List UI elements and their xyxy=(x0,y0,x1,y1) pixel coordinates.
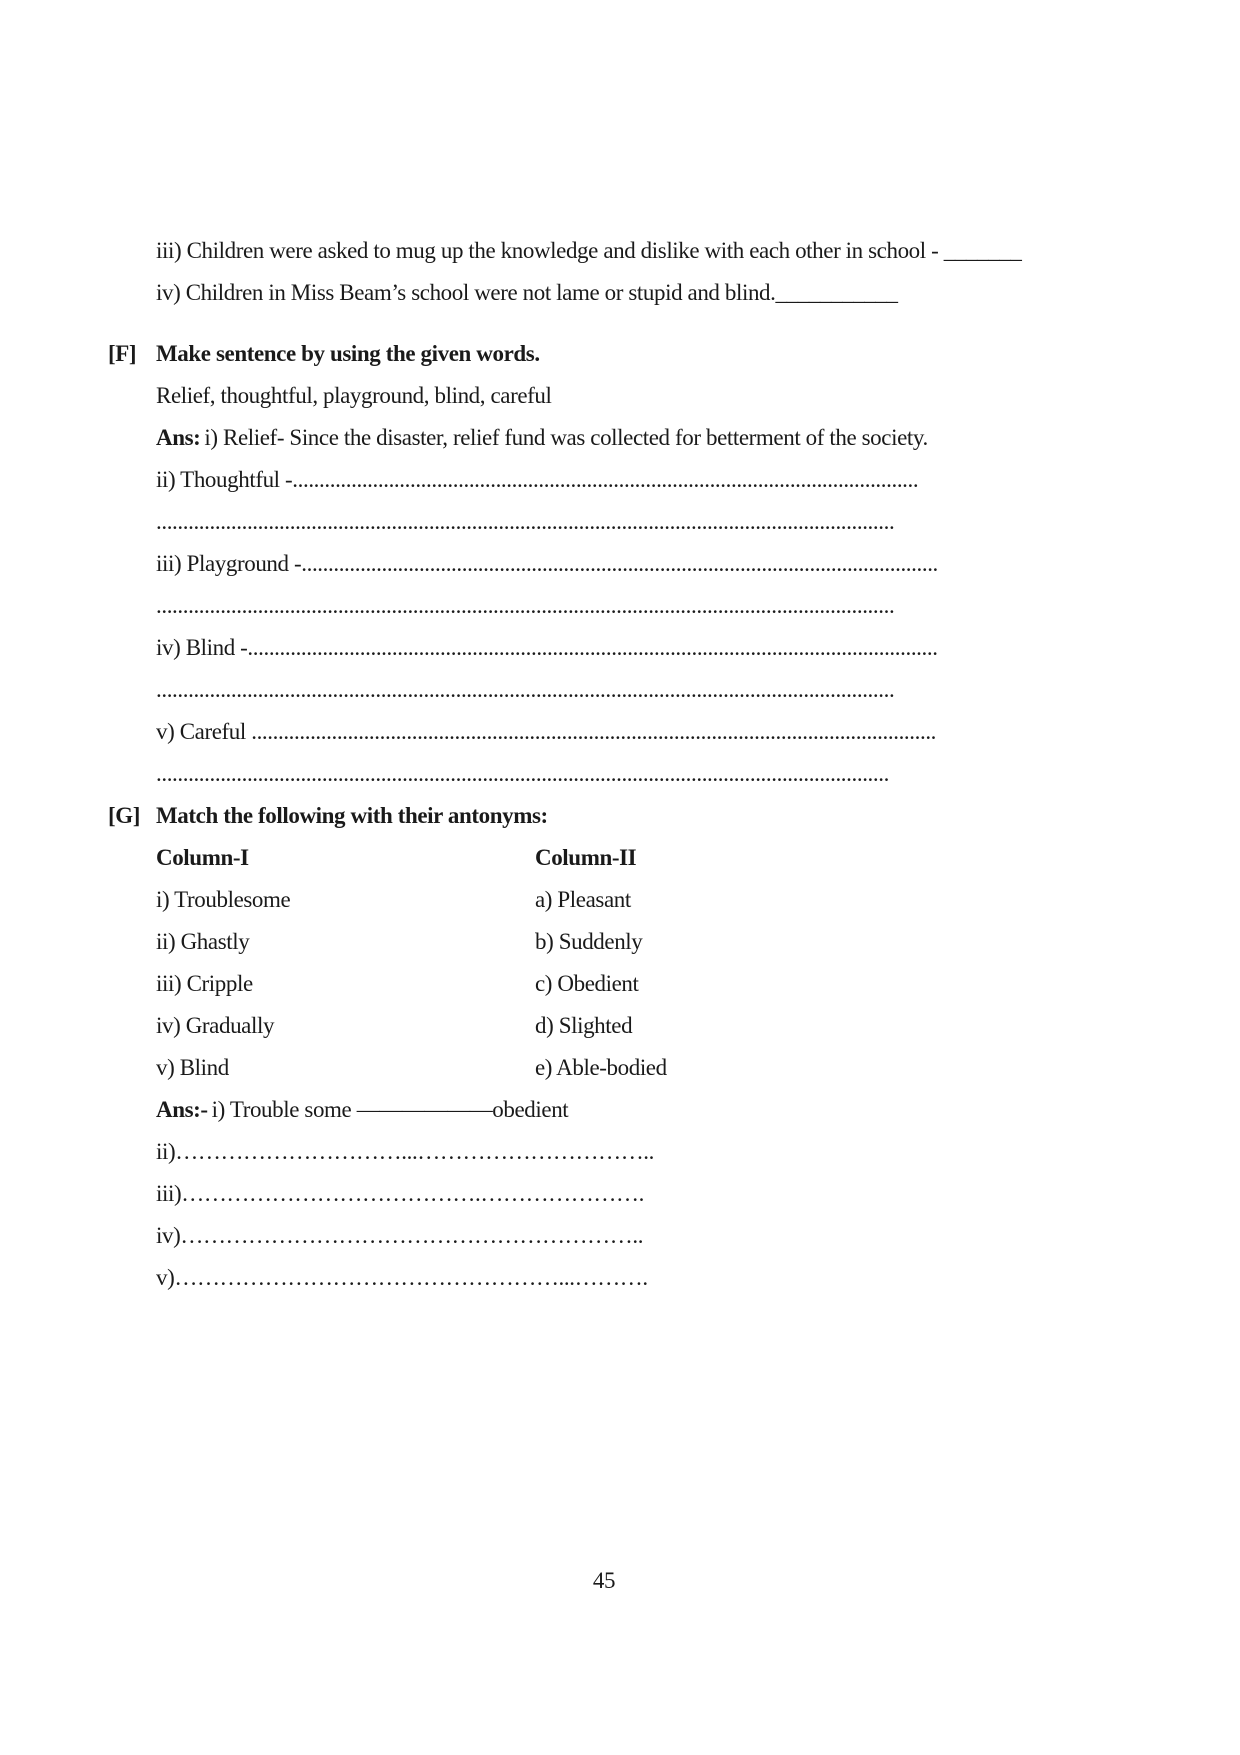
section-f-label: [F] xyxy=(108,341,137,366)
prev-item-iii: iii) Children were asked to mug up the knowledge and dislike with each other in school - _______ xyxy=(156,238,1022,263)
section-f-item-playground: iii) Playground -....................................................................................................................... xyxy=(156,551,938,576)
section-f-dotted-line: .......................................................................................................................................... xyxy=(156,593,895,618)
section-g-ans-text: i) Trouble some ——————obedient xyxy=(211,1097,569,1122)
section-f-title: Make sentence by using the given words. xyxy=(156,341,540,366)
section-g-answer-line: v)……………………………………………...………. xyxy=(156,1265,648,1290)
section-f-ans-text: i) Relief- Since the disaster, relief fund was collected for betterment of the society. xyxy=(204,425,928,450)
column-2-item: c) Obedient xyxy=(535,971,639,996)
column-1-header: Column-I xyxy=(156,845,249,870)
column-1-item: iv) Gradually xyxy=(156,1013,275,1038)
section-g-ans-label: Ans:- xyxy=(156,1097,208,1122)
section-f-dotted-line: ......................................................................................................................................... xyxy=(156,761,889,786)
section-g-answer xyxy=(156,1095,568,1125)
page-number: 45 xyxy=(592,1568,616,1593)
section-f-ans-label: Ans: xyxy=(156,425,201,450)
section-f-dotted-line: .......................................................................................................................................... xyxy=(156,677,895,702)
column-1-item: i) Troublesome xyxy=(156,887,291,912)
section-f-item-careful: v) Careful ................................................................................................................................ xyxy=(156,719,937,744)
column-2-header: Column-II xyxy=(535,845,637,870)
section-g-title: Match the following with their antonyms: xyxy=(156,803,548,828)
column-2-item: a) Pleasant xyxy=(535,887,631,912)
section-g-label: [G] xyxy=(108,803,141,828)
section-f-words: Relief, thoughtful, playground, blind, careful xyxy=(156,383,552,408)
section-g-answer-line: iii)………………………………….…………………. xyxy=(156,1181,644,1206)
column-2-item: e) Able-bodied xyxy=(535,1055,667,1080)
column-2-item: d) Slighted xyxy=(535,1013,633,1038)
section-f-item-blind: iv) Blind -................................................................................................................................. xyxy=(156,635,938,660)
column-1-item: ii) Ghastly xyxy=(156,929,250,954)
section-f-item-thoughtful: ii) Thoughtful -..................................................................................................................... xyxy=(156,467,919,492)
section-f-dotted-line: .......................................................................................................................................... xyxy=(156,509,895,534)
column-1-item: iii) Cripple xyxy=(156,971,253,996)
section-f-answer xyxy=(156,423,928,453)
column-2-item: b) Suddenly xyxy=(535,929,643,954)
section-g-answer-line: ii)…………………………...………………………….. xyxy=(156,1139,654,1164)
column-1-item: v) Blind xyxy=(156,1055,229,1080)
section-g-answer-line: iv)…………………………………………………….. xyxy=(156,1223,644,1248)
prev-item-iv: iv) Children in Miss Beam’s school were not lame or stupid and blind.___________ xyxy=(156,280,898,305)
